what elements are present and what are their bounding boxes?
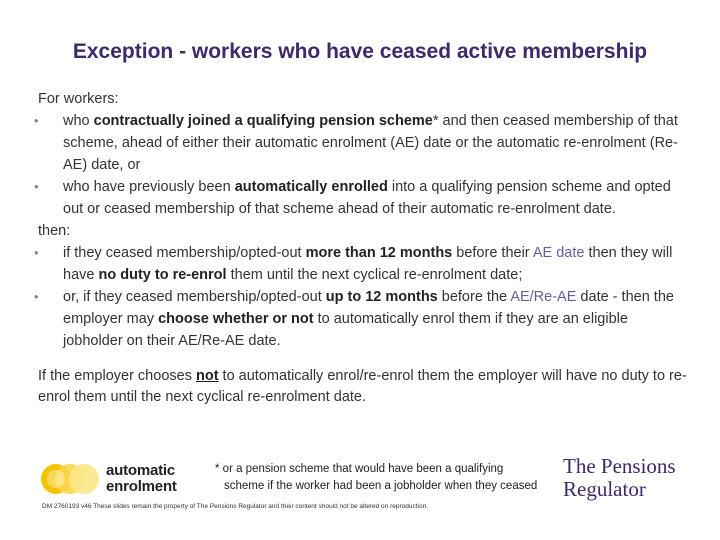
emphasis-text: up to 12 months — [325, 289, 438, 305]
bullet-marker: • — [34, 289, 39, 304]
final-paragraph-end: to automatically enrol/re-enrol them the employer will have no duty to re-enrol them until the next cyclical re-enrolment date. — [38, 368, 687, 405]
footnote-line1: * or a pension scheme that would have been a qualifying — [215, 463, 504, 475]
enrolment-circles-icon — [40, 461, 104, 497]
automatic-enrolment-logo — [40, 461, 210, 497]
highlight-text: AE/Re-AE — [510, 289, 577, 305]
bullet-text: into a qualifying pension scheme and opted out or ceased membership of that scheme ahead of their automatic re-enrolment date. — [63, 179, 671, 217]
tpr-line2: Regulator — [563, 477, 646, 501]
tpr-line1: The Pensions — [563, 454, 676, 478]
bullet-marker: • — [34, 179, 39, 194]
bullet-text: or, if they ceased membership/opted-out — [63, 289, 326, 305]
final-paragraph-start: If the employer chooses — [38, 368, 196, 384]
emphasis-text: more than 12 months — [305, 245, 453, 261]
bullet-marker: • — [34, 245, 39, 260]
emphasis-text: contractually joined a qualifying pension scheme — [93, 113, 433, 129]
bullet-marker: • — [34, 113, 39, 128]
pensions-regulator-logo — [563, 455, 676, 501]
bullet-text: date - then the employer may — [63, 289, 674, 327]
emphasis-text: no duty to re-enrol — [98, 267, 227, 283]
highlight-text: AE date — [532, 245, 585, 261]
bullet-text: who — [63, 113, 94, 129]
emphasis-text: automatically enrolled — [234, 179, 388, 195]
slide-body — [34, 88, 688, 408]
footnote-line2: scheme if the worker had been a jobholder when they ceased — [224, 480, 538, 492]
bullet-text: * and then ceased membership of that scheme, ahead of either their automatic enrolment (AE) date or the automatic re-enrolment (Re-AE) date, or — [63, 113, 678, 173]
logo-ae-line2: enrolment — [106, 478, 177, 495]
bullet-item — [34, 242, 688, 286]
bullet-item — [34, 110, 688, 176]
legal-notice: DM 2760193 v46 These slides remain the property of The Pensions Regulator and their content should not be altered on reproduction. — [42, 503, 429, 510]
bullet-text: who have previously been — [63, 179, 235, 195]
emphasis-text: choose whether or not — [158, 311, 314, 327]
bullet-list-outcomes — [34, 242, 688, 352]
bullet-text: before the — [437, 289, 511, 305]
final-paragraph — [38, 366, 688, 408]
logo-ae-line1: automatic — [106, 462, 176, 479]
bullet-list-workers — [34, 110, 688, 220]
bullet-text: to automatically enrol them if they are an eligible jobholder on their AE/Re-AE date. — [63, 311, 628, 349]
slide-title: Exception - workers who have ceased active membership — [72, 40, 648, 63]
footnote — [215, 461, 560, 495]
bullet-text: them until the next cyclical re-enrolment date; — [226, 267, 523, 283]
final-paragraph-emphasis: not — [195, 368, 219, 384]
bullet-text: then they will have — [63, 245, 673, 283]
bullet-item — [34, 286, 688, 352]
bullet-item — [34, 176, 688, 220]
intro-text: For workers: — [38, 91, 119, 107]
bullet-text: if they ceased membership/opted-out — [63, 245, 306, 261]
then-label: then: — [38, 223, 71, 239]
bullet-text: before their — [452, 245, 533, 261]
